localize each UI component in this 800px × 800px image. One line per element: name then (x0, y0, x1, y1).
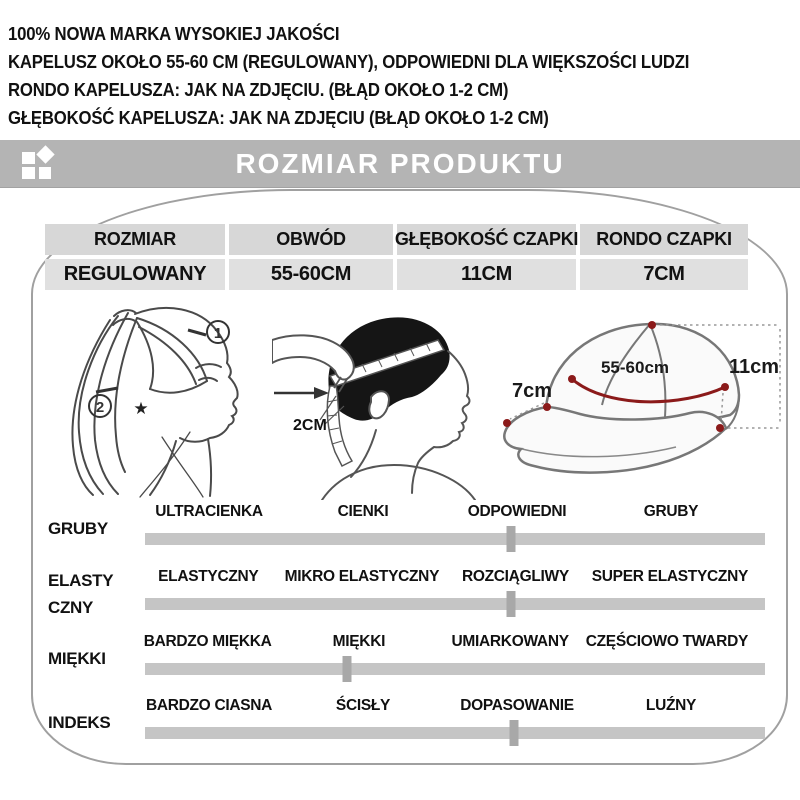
section-banner (0, 140, 800, 188)
scale-option: ULTRACIENKA (155, 503, 263, 520)
face-outline (140, 363, 238, 497)
scale-name: INDEKS (48, 713, 111, 733)
circumference-label: 55-60cm (600, 358, 670, 377)
scale-option: ŚCISŁY (335, 697, 391, 714)
squares-grid-icon (22, 148, 56, 179)
size-table-header-obwod: OBWÓD (229, 224, 393, 255)
scale-option: MIĘKKI (332, 633, 386, 650)
star-icon: ★ (133, 399, 149, 418)
scale-option: ROZCIĄGLIWY (461, 568, 569, 585)
scale-option: DOPASOWANIE (460, 697, 574, 714)
size-table-value-glebokosc: 11CM (397, 259, 576, 290)
svg-text:2: 2 (95, 399, 105, 416)
svg-text:1: 1 (213, 325, 223, 342)
scale-name: GRUBY (48, 519, 108, 539)
scale-bar (145, 663, 765, 675)
ear (369, 391, 389, 418)
scale-option: GRUBY (643, 503, 699, 520)
scale-option: LUŹNY (645, 697, 697, 714)
scale-name: ELASTYCZNY (48, 570, 114, 617)
scale-row-indeks (40, 694, 770, 752)
scale-row-miekki (40, 630, 770, 688)
scale-option: ELASTYCZNY (158, 568, 259, 585)
scale-marker (509, 720, 518, 746)
scale-marker (506, 591, 515, 617)
depth-label: 11cm (728, 356, 780, 378)
measure-point-2 (89, 388, 118, 417)
scale-bar (145, 533, 765, 545)
size-table-value-rondo: 7CM (580, 259, 748, 290)
size-table-value-obwod: 55-60CM (229, 259, 393, 290)
tape-measure-illustration (272, 300, 502, 500)
size-table (45, 224, 748, 290)
tape-offset-label: 2CM (293, 417, 327, 434)
brim-label: 7cm (511, 380, 553, 402)
size-table-header-rozmiar: ROZMIAR (45, 224, 225, 255)
intro-line-2: KAPELUSZ OKOŁO 55-60 CM (REGULOWANY), ODPOWIEDNI DLA WIĘKSZOŚCI LUDZI (8, 52, 690, 72)
size-table-header-glebokosc: GŁĘBOKOŚĆ CZAPKI (397, 224, 576, 255)
arrow-icon (274, 387, 329, 399)
scale-row-gruby (40, 500, 770, 558)
ponytail (72, 310, 137, 495)
scale-option: BARDZO MIĘKKA (143, 633, 272, 650)
scale-marker (506, 526, 515, 552)
scale-option: CIENKI (337, 503, 389, 520)
size-table-header-rondo: RONDO CZAPKI (580, 224, 748, 255)
scale-option: CZĘŚCIOWO TWARDY (585, 633, 748, 650)
size-table-value-rozmiar: REGULOWANY (45, 259, 225, 290)
intro-line-3: RONDO KAPELUSZA: JAK NA ZDJĘCIU. (BŁĄD OKOŁO 1-2 CM) (8, 80, 509, 100)
intro-line-4: GŁĘBOKOŚĆ KAPELUSZA: JAK NA ZDJĘCIU (BŁĄD OKOŁO 1-2 CM) (8, 108, 549, 128)
scale-name: MIĘKKI (48, 649, 106, 669)
intro-line-1: 100% NOWA MARKA WYSOKIEJ JAKOŚCI (8, 24, 340, 44)
cap-diagram (492, 297, 800, 497)
scale-option: BARDZO CIASNA (145, 697, 273, 714)
head-profile-illustration (40, 300, 280, 500)
scale-option: UMIARKOWANY (451, 633, 569, 650)
scale-bar (145, 727, 765, 739)
scale-bar (145, 598, 765, 610)
scale-row-elastyczny (40, 565, 770, 623)
scale-option: SUPER ELASTYCZNY (591, 568, 748, 585)
scale-option: ODPOWIEDNI (467, 503, 567, 520)
scale-option: MIKRO ELASTYCZNY (284, 568, 440, 585)
section-title: ROZMIAR PRODUKTU (235, 148, 565, 179)
scale-marker (342, 656, 351, 682)
